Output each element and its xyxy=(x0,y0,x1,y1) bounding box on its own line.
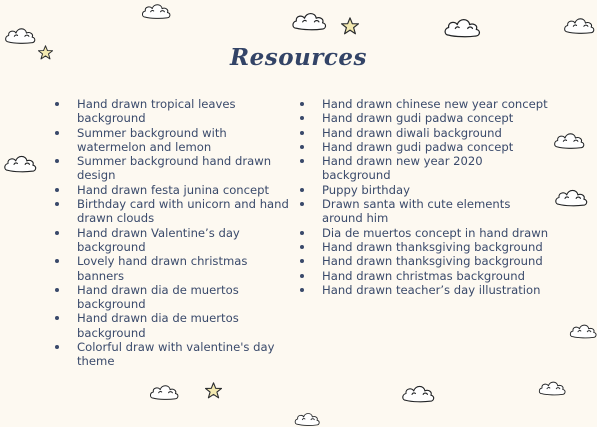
resource-item: Drawn santa with cute elements around him xyxy=(322,197,554,226)
resource-item: Hand drawn festa junina concept xyxy=(77,183,292,197)
resource-item: Hand drawn dia de muertos background xyxy=(77,283,292,312)
cloud-bottom-center-icon xyxy=(400,380,436,407)
resource-item: Hand drawn teacher’s day illustration xyxy=(322,283,554,297)
cloud-right-lower-icon xyxy=(568,320,597,342)
resource-item: Summer background with watermelon and lemon xyxy=(77,126,292,155)
cloud-right-middle-icon xyxy=(553,184,589,211)
resource-item: Dia de muertos concept in hand drawn xyxy=(322,226,554,240)
resource-item: Hand drawn gudi padwa concept xyxy=(322,140,554,154)
cloud-bottom-left-icon xyxy=(148,380,180,404)
resource-item: Colorful draw with valentine's day theme xyxy=(77,340,292,369)
resources-list-left xyxy=(77,97,292,369)
cloud-bottom-right-icon xyxy=(537,377,567,399)
resource-item: Hand drawn dia de muertos background xyxy=(77,311,292,340)
resource-item: Puppy birthday xyxy=(322,183,554,197)
resource-item: Hand drawn new year 2020 background xyxy=(322,154,554,183)
resource-item: Hand drawn chinese new year concept xyxy=(322,97,554,111)
cloud-right-upper-icon xyxy=(552,128,586,153)
cloud-top-mid-icon xyxy=(290,6,328,36)
star-left-icon xyxy=(38,45,53,60)
resource-item: Hand drawn gudi padwa concept xyxy=(322,111,554,125)
resource-item: Hand drawn diwali background xyxy=(322,126,554,140)
resource-item: Hand drawn tropical leaves background xyxy=(77,97,292,126)
star-bottom-icon xyxy=(205,382,222,399)
resource-item: Hand drawn thanksgiving background xyxy=(322,240,554,254)
resource-item: Summer background hand drawn design xyxy=(77,154,292,183)
page-title: Resources xyxy=(230,44,367,71)
cloud-bottom-edge-icon xyxy=(292,411,322,427)
star-top-center-icon xyxy=(341,17,359,35)
resource-item: Hand drawn christmas background xyxy=(322,269,554,283)
cloud-top-left-icon xyxy=(3,22,37,49)
resource-item: Hand drawn Valentine’s day background xyxy=(77,226,292,255)
resource-item: Hand drawn thanksgiving background xyxy=(322,254,554,268)
resource-item: Lovely hand drawn christmas banners xyxy=(77,254,292,283)
cloud-top-center-icon xyxy=(140,0,172,22)
cloud-top-far-right-icon xyxy=(562,13,596,38)
resources-list-right xyxy=(322,97,554,297)
resource-item: Birthday card with unicorn and hand drawn clouds xyxy=(77,197,292,226)
cloud-left-icon xyxy=(2,150,38,177)
cloud-top-right-icon xyxy=(442,13,482,42)
